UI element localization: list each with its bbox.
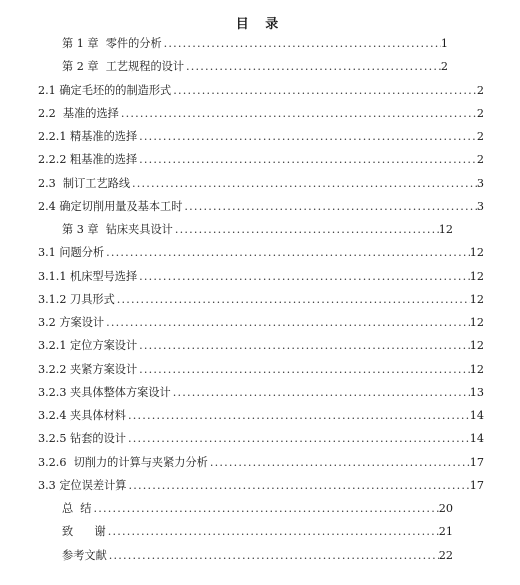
toc-entry-label: 3.2 方案设计	[38, 316, 105, 329]
toc-entry-label: 2.4 确定切削用量及基本工时	[38, 199, 183, 213]
toc-entry-label: 第 1 章 零件的分析	[62, 37, 162, 50]
toc-dot-leader	[137, 337, 470, 355]
toc-entry-page-number: 2	[476, 130, 484, 143]
toc-entry-page-number: 2	[440, 60, 448, 74]
toc-dot-leader	[107, 547, 439, 565]
toc-entry-label: 3.2.1 定位方案设计	[38, 339, 138, 353]
toc-entry	[62, 35, 448, 53]
toc-entry-page-number: 22	[438, 548, 453, 562]
toc-entry-label: 2.2 基准的选择	[38, 106, 119, 120]
toc-entry-page-number: 2	[476, 153, 484, 167]
toc-dot-leader	[173, 221, 439, 239]
toc-entry-label: 参考文献	[62, 548, 107, 562]
toc-entry-page-number: 1	[440, 37, 448, 50]
toc-entry	[38, 361, 484, 379]
toc-dot-leader	[130, 175, 477, 193]
toc-entry	[38, 198, 484, 216]
toc-entry-page-number: 12	[469, 292, 484, 306]
toc-entry	[38, 314, 484, 332]
toc-dot-leader	[171, 82, 477, 100]
toc-entry-page-number: 2	[476, 83, 484, 97]
toc-entry-page-number: 2	[476, 106, 484, 120]
toc-entry	[62, 58, 448, 76]
toc-dot-leader	[92, 500, 439, 518]
toc-entry	[38, 477, 484, 495]
toc-entry-page-number: 3	[476, 199, 484, 213]
toc-entry-label: 致 谢	[62, 525, 106, 539]
toc-entry-page-number: 20	[438, 502, 453, 515]
toc-dot-leader	[104, 244, 470, 262]
toc-entry	[38, 430, 484, 448]
toc-entry-page-number: 13	[469, 385, 484, 399]
toc-dot-leader	[171, 384, 470, 402]
toc-dot-leader	[184, 58, 441, 76]
toc-dot-leader	[137, 361, 470, 379]
toc-dot-leader	[126, 430, 470, 448]
toc-entry-page-number: 12	[469, 316, 484, 329]
toc-entry-label: 3.3 定位误差计算	[38, 478, 127, 492]
toc-entry-label: 3.2.4 夹具体材料	[38, 409, 126, 422]
toc-dot-leader	[126, 477, 469, 495]
toc-entry-label: 2.3 制订工艺路线	[38, 176, 131, 190]
toc-entry	[38, 291, 484, 309]
toc-dot-leader	[137, 151, 477, 169]
toc-entry	[38, 175, 484, 193]
toc-dot-leader	[208, 454, 470, 472]
toc-entry	[38, 384, 484, 402]
toc-entry	[38, 454, 484, 472]
toc-dot-leader	[182, 198, 476, 216]
toc-entry-label: 3.2.2 夹紧方案设计	[38, 362, 138, 376]
toc-dot-leader	[162, 35, 441, 53]
toc-entry	[38, 105, 484, 123]
toc-dot-leader	[115, 291, 470, 309]
toc-entry	[62, 221, 453, 239]
toc-dot-leader	[106, 523, 439, 541]
toc-dot-leader	[137, 268, 470, 286]
toc-dot-leader	[119, 105, 477, 123]
toc-title: 目 录	[235, 17, 285, 32]
toc-entry-page-number: 12	[469, 339, 484, 353]
toc-entry-label: 3.2.6 切削力的计算与夹紧力分析	[38, 455, 208, 469]
toc-entry	[38, 82, 484, 100]
toc-entry-label: 总 结	[62, 502, 92, 515]
toc-entry-label: 2.2.2 粗基准的选择	[38, 153, 138, 167]
toc-dot-leader	[104, 314, 470, 332]
toc-entry-page-number: 12	[438, 223, 453, 236]
toc-entry-page-number: 12	[469, 269, 484, 283]
toc-entry-page-number: 14	[469, 409, 484, 422]
toc-entry-label: 第 2 章 工艺规程的设计	[62, 60, 185, 74]
toc-entry	[38, 337, 484, 355]
toc-entry-label: 3.1 问题分析	[38, 246, 105, 260]
toc-entry-page-number: 21	[438, 525, 453, 539]
toc-entry	[62, 547, 453, 565]
toc-entry-label: 第 3 章 钻床夹具设计	[62, 223, 173, 236]
toc-entry	[62, 500, 453, 518]
toc-entry-label: 2.1 确定毛坯的的制造形式	[38, 83, 172, 97]
toc-entry-label: 3.2.3 夹具体整体方案设计	[38, 385, 171, 399]
toc-entry-page-number: 12	[469, 246, 484, 260]
toc-entry-page-number: 17	[469, 455, 484, 469]
toc-entry-label: 3.1.2 刀具形式	[38, 292, 115, 306]
toc-entry-page-number: 14	[469, 432, 484, 446]
toc-entry	[38, 268, 484, 286]
toc-entry	[38, 128, 484, 146]
toc-entry	[38, 244, 484, 262]
toc-entry	[38, 407, 484, 425]
toc-entry-label: 2.2.1 精基准的选择	[38, 130, 138, 143]
toc-dot-leader	[137, 128, 477, 146]
toc-entry-label: 3.2.5 钻套的设计	[38, 432, 126, 446]
toc-entry	[38, 151, 484, 169]
toc-entry-page-number: 3	[476, 176, 484, 190]
toc-dot-leader	[126, 407, 470, 425]
toc-entry-page-number: 17	[469, 478, 484, 492]
toc-entry-page-number: 12	[469, 362, 484, 376]
toc-entry	[62, 523, 453, 541]
toc-entry-label: 3.1.1 机床型号选择	[38, 269, 138, 283]
